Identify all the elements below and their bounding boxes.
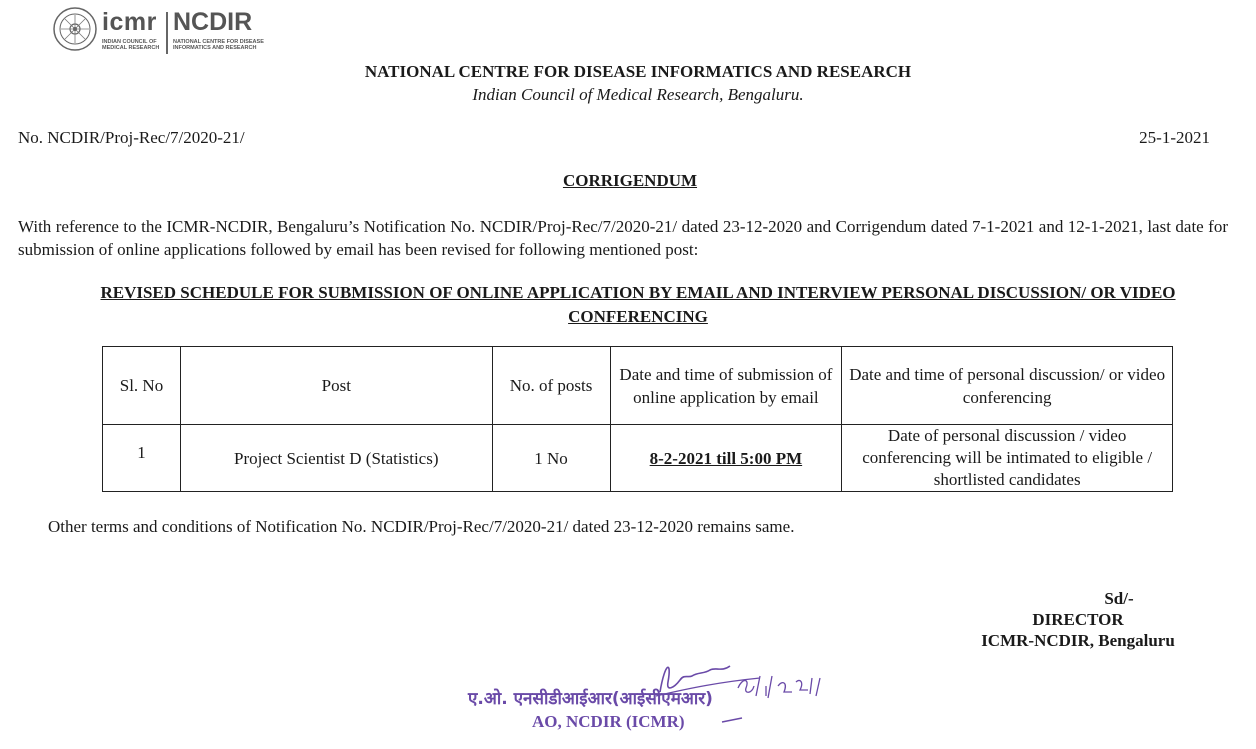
- stamp-english-text: AO, NCDIR (ICMR): [532, 712, 685, 731]
- other-terms-note: Other terms and conditions of Notification No. NCDIR/Proj-Rec/7/2020-21/ dated 23-12-2020 remains same.: [48, 517, 795, 536]
- body-paragraph: With reference to the ICMR-NCDIR, Bengaluru’s Notification No. NCDIR/Proj-Rec/7/2020-21/ dated 23-12-2020 and Corrigendum dated 7-1-2021 and 12-1-2021, last date for submission of online applications followed by email has been revised for following mentioned post:: [18, 217, 1228, 259]
- logo-divider: [166, 12, 168, 54]
- icmr-emblem-icon: [52, 6, 98, 52]
- organization-subtitle: Indian Council of Medical Research, Bengaluru.: [472, 85, 804, 104]
- header-submission-date: Date and time of submission of online application by email: [610, 347, 842, 425]
- header-sl-no: Sl. No: [103, 347, 181, 425]
- cell-post: Project Scientist D (Statistics): [180, 425, 492, 492]
- organization-name: NATIONAL CENTRE FOR DISEASE INFORMATICS AND RESEARCH: [364, 62, 912, 81]
- cell-sl-no: 1: [103, 425, 181, 492]
- logo-ncdir-text: NCDIR: [173, 8, 253, 36]
- cell-num-posts: 1 No: [492, 425, 610, 492]
- cell-discussion-date: Date of personal discussion / video conferencing will be intimated to eligible / shortlisted candidates: [842, 425, 1173, 492]
- icmr-ncdir-logo: [52, 6, 272, 56]
- logo-ncdir-subtext: NATIONAL CENTRE FOR DISEASE INFORMATICS AND RESEARCH: [173, 39, 264, 51]
- reference-number: No. NCDIR/Proj-Rec/7/2020-21/: [18, 128, 245, 147]
- signature-sd: Sd/-: [1104, 589, 1134, 608]
- schedule-title: REVISED SCHEDULE FOR SUBMISSION OF ONLINE APPLICATION BY EMAIL AND INTERVIEW PERSONAL DISCUSSION/ OR VIDEO CONFERENCING: [100, 283, 1176, 326]
- document-date: 25-1-2021: [1139, 128, 1210, 147]
- document-title: CORRIGENDUM: [562, 171, 698, 190]
- stamp-hindi-text: ए.ओ. एनसीडीआईआर(आईसीएमआर): [468, 689, 713, 709]
- header-discussion-date: Date and time of personal discussion/ or video conferencing: [842, 347, 1173, 425]
- header-num-posts: No. of posts: [492, 347, 610, 425]
- cell-submission-date: 8-2-2021 till 5:00 PM: [610, 425, 842, 492]
- signature-office: ICMR-NCDIR, Bengaluru: [981, 631, 1175, 650]
- signature-block: [958, 588, 1198, 651]
- table-row: [103, 425, 1173, 492]
- signature-designation: DIRECTOR: [1032, 610, 1124, 629]
- table-header-row: [103, 347, 1173, 425]
- logo-icmr-text: icmr: [102, 8, 157, 36]
- logo-icmr-subtext: INDIAN COUNCIL OF MEDICAL RESEARCH: [102, 39, 160, 51]
- schedule-table: [102, 346, 1173, 492]
- header-post: Post: [180, 347, 492, 425]
- office-stamp: [460, 652, 860, 747]
